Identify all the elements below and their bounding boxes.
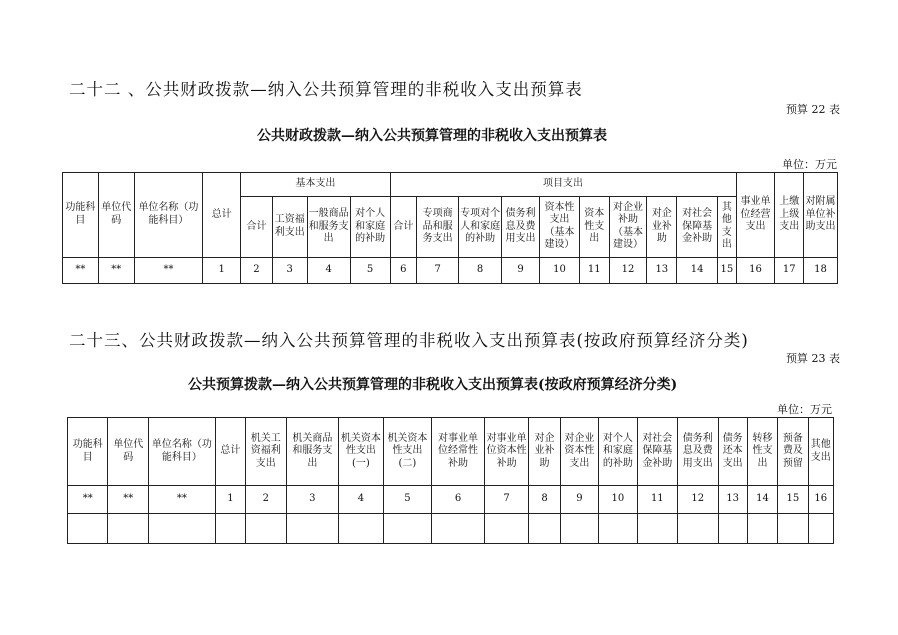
empty-cell	[718, 514, 747, 544]
index-cell: 6	[432, 486, 485, 514]
empty-cell	[808, 514, 833, 544]
col-basic-goods: 一般商品和服务支出	[307, 197, 350, 258]
empty-cell	[383, 514, 432, 544]
index-cell: 6	[390, 257, 417, 283]
col-func-subject: 功能科目	[68, 418, 108, 486]
index-cell: **	[148, 486, 215, 514]
index-cell: 5	[350, 257, 390, 283]
col-basic-individual: 对个人和家庭的补助	[350, 197, 390, 258]
section2-form-tag: 预算 23 表	[786, 352, 840, 365]
col-basic-wages: 工资福利支出	[272, 197, 307, 258]
col-proj-total: 合计	[390, 197, 417, 258]
col-agency-goods: 机关商品和服务支出	[286, 418, 339, 486]
index-cell: 14	[747, 486, 777, 514]
col-affiliated: 对附属单位补助支出	[804, 173, 838, 258]
section2-header-row	[68, 418, 834, 486]
col-proj-enterprise: 对企业补助	[647, 197, 677, 258]
empty-cell	[432, 514, 485, 544]
section1-index-row	[63, 257, 838, 283]
index-cell: 4	[339, 486, 384, 514]
index-cell: 8	[529, 486, 560, 514]
index-cell: 10	[599, 486, 637, 514]
col-inst-capital: 对事业单位资本性补助	[484, 418, 529, 486]
col-unit-name: 单位名称（功能科目）	[148, 418, 215, 486]
section2-unit-label: 单位：万元	[777, 403, 832, 416]
index-cell: 15	[778, 486, 808, 514]
index-cell: 14	[677, 257, 718, 283]
col-unit-code: 单位代码	[108, 418, 148, 486]
empty-cell	[68, 514, 108, 544]
empty-cell	[778, 514, 808, 544]
col-enterprise-subsidy: 对企业补助	[529, 418, 560, 486]
col-enterprise-capital: 对企业资本性支出	[560, 418, 598, 486]
empty-cell	[678, 514, 718, 544]
col-inst-recurrent: 对事业单位经常性补助	[432, 418, 485, 486]
index-cell: **	[108, 486, 148, 514]
section1-unit-label: 单位：万元	[782, 158, 837, 171]
index-cell: 1	[203, 257, 241, 283]
empty-cell	[246, 514, 286, 544]
empty-cell	[215, 514, 245, 544]
index-cell: 4	[307, 257, 350, 283]
section2-table	[67, 417, 834, 544]
index-cell: 8	[459, 257, 502, 283]
col-proj-individual: 专项对个人和家庭的补助	[459, 197, 502, 258]
index-cell: **	[134, 257, 203, 283]
col-debt-principal: 债务还本支出	[718, 418, 747, 486]
col-agency-capital-1: 机关资本性支出(一)	[339, 418, 384, 486]
index-cell: 7	[484, 486, 529, 514]
index-cell: 17	[775, 257, 804, 283]
empty-cell	[637, 514, 677, 544]
empty-cell	[286, 514, 339, 544]
empty-cell	[108, 514, 148, 544]
empty-cell	[560, 514, 598, 544]
index-cell: 2	[241, 257, 273, 283]
col-debt-interest: 债务利息及费用支出	[678, 418, 718, 486]
col-individual-subsidy: 对个人和家庭的补助	[599, 418, 637, 486]
col-proj-capital: 资本性支出（基本建设）	[539, 197, 579, 258]
section1-form-tag: 预算 22 表	[786, 103, 840, 116]
col-func-subject: 功能科目	[63, 173, 99, 258]
index-cell: 11	[579, 257, 609, 283]
col-transfer: 转移性支出	[747, 418, 777, 486]
index-cell: 7	[417, 257, 459, 283]
group-project-expenditure: 项目支出	[390, 173, 736, 197]
col-basic-total: 合计	[241, 197, 273, 258]
index-cell: **	[98, 257, 134, 283]
col-proj-debt: 债务利息及费用支出	[502, 197, 540, 258]
index-cell: 2	[246, 486, 286, 514]
section1-heading: 二十二 、公共财政拨款—纳入公共预算管理的非税收入支出预算表	[69, 80, 583, 99]
index-cell: 10	[539, 257, 579, 283]
index-cell: 3	[272, 257, 307, 283]
index-cell: 15	[718, 257, 736, 283]
index-cell: 18	[804, 257, 838, 283]
group-basic-expenditure: 基本支出	[241, 173, 390, 197]
index-cell: 5	[383, 486, 432, 514]
index-cell: 9	[560, 486, 598, 514]
empty-cell	[484, 514, 529, 544]
col-proj-social: 对社会保障基金补助	[677, 197, 718, 258]
index-cell: 1	[215, 486, 245, 514]
col-other: 其他支出	[808, 418, 833, 486]
col-agency-wages: 机关工资福利支出	[246, 418, 286, 486]
col-upper: 上缴上级支出	[775, 173, 804, 258]
section1-table-title: 公共财政拨款—纳入公共预算管理的非税收入支出预算表	[257, 128, 607, 144]
col-agency-capital-2: 机关资本性支出(二)	[383, 418, 432, 486]
section2-empty-row	[68, 514, 834, 544]
index-cell: 16	[736, 257, 775, 283]
col-reserve: 预备费及预留	[778, 418, 808, 486]
empty-cell	[747, 514, 777, 544]
col-social-security: 对社会保障基金补助	[637, 418, 677, 486]
empty-cell	[148, 514, 215, 544]
index-cell: 3	[286, 486, 339, 514]
index-cell: 11	[637, 486, 677, 514]
col-total: 总计	[203, 173, 241, 258]
col-proj-other: 其他支出	[718, 197, 736, 258]
section1-table	[62, 172, 838, 284]
empty-cell	[599, 514, 637, 544]
index-cell: 9	[502, 257, 540, 283]
index-cell: 12	[678, 486, 718, 514]
col-proj-capital2: 资本性支出	[579, 197, 609, 258]
index-cell: **	[68, 486, 108, 514]
section2-heading: 二十三、公共财政拨款—纳入公共预算管理的非税收入支出预算表(按政府预算经济分类)	[69, 331, 749, 350]
col-unit-name: 单位名称（功能科目）	[134, 173, 203, 258]
empty-cell	[339, 514, 384, 544]
section2-index-row	[68, 486, 834, 514]
empty-cell	[529, 514, 560, 544]
index-cell: 13	[718, 486, 747, 514]
index-cell: **	[63, 257, 99, 283]
col-proj-goods: 专项商品和服务支出	[417, 197, 459, 258]
section2-table-title: 公共预算拨款—纳入公共预算管理的非税收入支出预算表(按政府预算经济分类)	[188, 377, 678, 393]
index-cell: 13	[647, 257, 677, 283]
col-biz-ops: 事业单位经营支出	[736, 173, 775, 258]
col-unit-code: 单位代码	[98, 173, 134, 258]
col-total: 总计	[215, 418, 245, 486]
index-cell: 12	[609, 257, 647, 283]
col-proj-enterprise-basic: 对企业补助（基本建设）	[609, 197, 647, 258]
index-cell: 16	[808, 486, 833, 514]
